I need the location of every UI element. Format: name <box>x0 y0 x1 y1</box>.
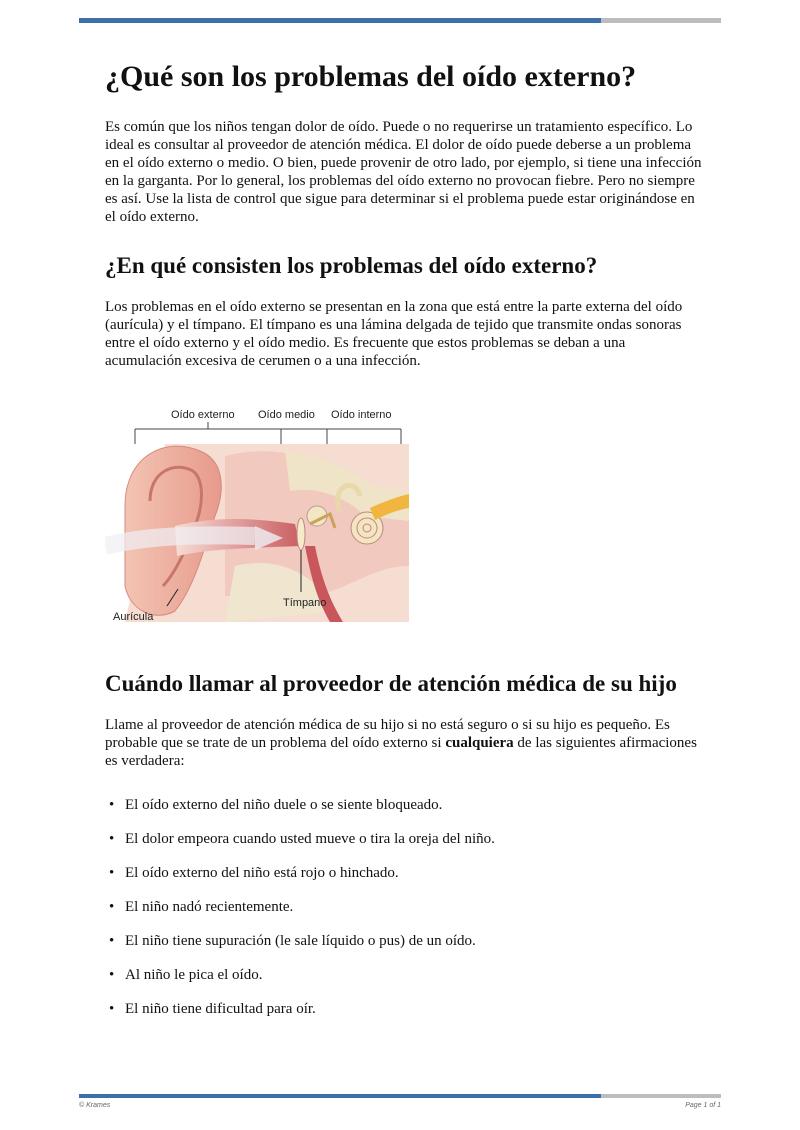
section-heading-problems: ¿En qué consisten los problemas del oído externo? <box>105 253 598 278</box>
list-item: • El oído externo del niño duele o se siente bloqueado. <box>105 796 705 814</box>
section-body-when-to-call <box>105 716 705 770</box>
footer-copyright: © Krames <box>79 1102 111 1109</box>
when-to-call-text-end: de las siguientes afirmaciones es verdadera: <box>105 735 697 769</box>
label-inner-ear: Oído interno <box>331 409 392 421</box>
page-title: ¿Qué son los problemas del oído externo? <box>105 60 637 93</box>
header-bar-accent <box>79 18 601 23</box>
ear-anatomy-illustration <box>105 396 409 622</box>
symptom-checklist <box>105 796 705 1018</box>
list-item: • El dolor empeora cuando usted mueve o tira la oreja del niño. <box>105 830 705 848</box>
label-outer-ear: Oído externo <box>171 409 235 421</box>
list-item: • El niño nadó recientemente. <box>105 898 705 916</box>
list-item: • El niño tiene dificultad para oír. <box>105 1000 705 1018</box>
footer-bar-rest <box>601 1094 721 1098</box>
list-item: • Al niño le pica el oído. <box>105 966 705 984</box>
list-item: • El niño tiene supuración (le sale líquido o pus) de un oído. <box>105 932 705 950</box>
footer-page-number: Page 1 of 1 <box>685 1102 721 1109</box>
label-eardrum: Tímpano <box>283 597 327 609</box>
article <box>105 58 705 1034</box>
list-item: • El oído externo del niño está rojo o hinchado. <box>105 864 705 882</box>
section-body-problems: Los problemas en el oído externo se presentan en la zona que está entre la parte externa del oído (aurícula) y el tímpano. El tímpano es una lámina delgada de tejido que transmite ondas sonoras entre el oído externo y el oído medio. Es frecuente que estos problemas se deban a una acumulación excesiva de cerumen o a una infección. <box>105 299 683 369</box>
header-bar <box>79 18 721 23</box>
footer-bar <box>79 1094 721 1098</box>
when-to-call-emphasis: cualquiera <box>445 735 514 751</box>
header-bar-rest <box>601 18 721 23</box>
footer-bar-accent <box>79 1094 601 1098</box>
when-to-call-text-start: Llame al proveedor de atención médica de su hijo si no está seguro o si su hijo es pequeño. Es probable que se trate de un problema del oído externo si <box>105 717 670 751</box>
label-auricle: Aurícula <box>113 611 154 622</box>
intro-paragraph: Es común que los niños tengan dolor de oído. Puede o no requerirse un tratamiento específico. Lo ideal es consultar al proveedor de atención médica. El dolor de oído puede deberse a un problema en el oído externo o medio. O bien, puede provenir de otro lado, por ejemplo, si tiene una infección en la garganta. Por lo general, los problemas del oído externo no provocan fiebre. Pero no siempre es así. Use la lista de control que sigue para determinar si el problema puede estar originándose en el oído externo. <box>105 119 702 225</box>
section-heading-when-to-call: Cuándo llamar al proveedor de atención médica de su hijo <box>105 671 677 696</box>
label-middle-ear: Oído medio <box>258 409 315 421</box>
